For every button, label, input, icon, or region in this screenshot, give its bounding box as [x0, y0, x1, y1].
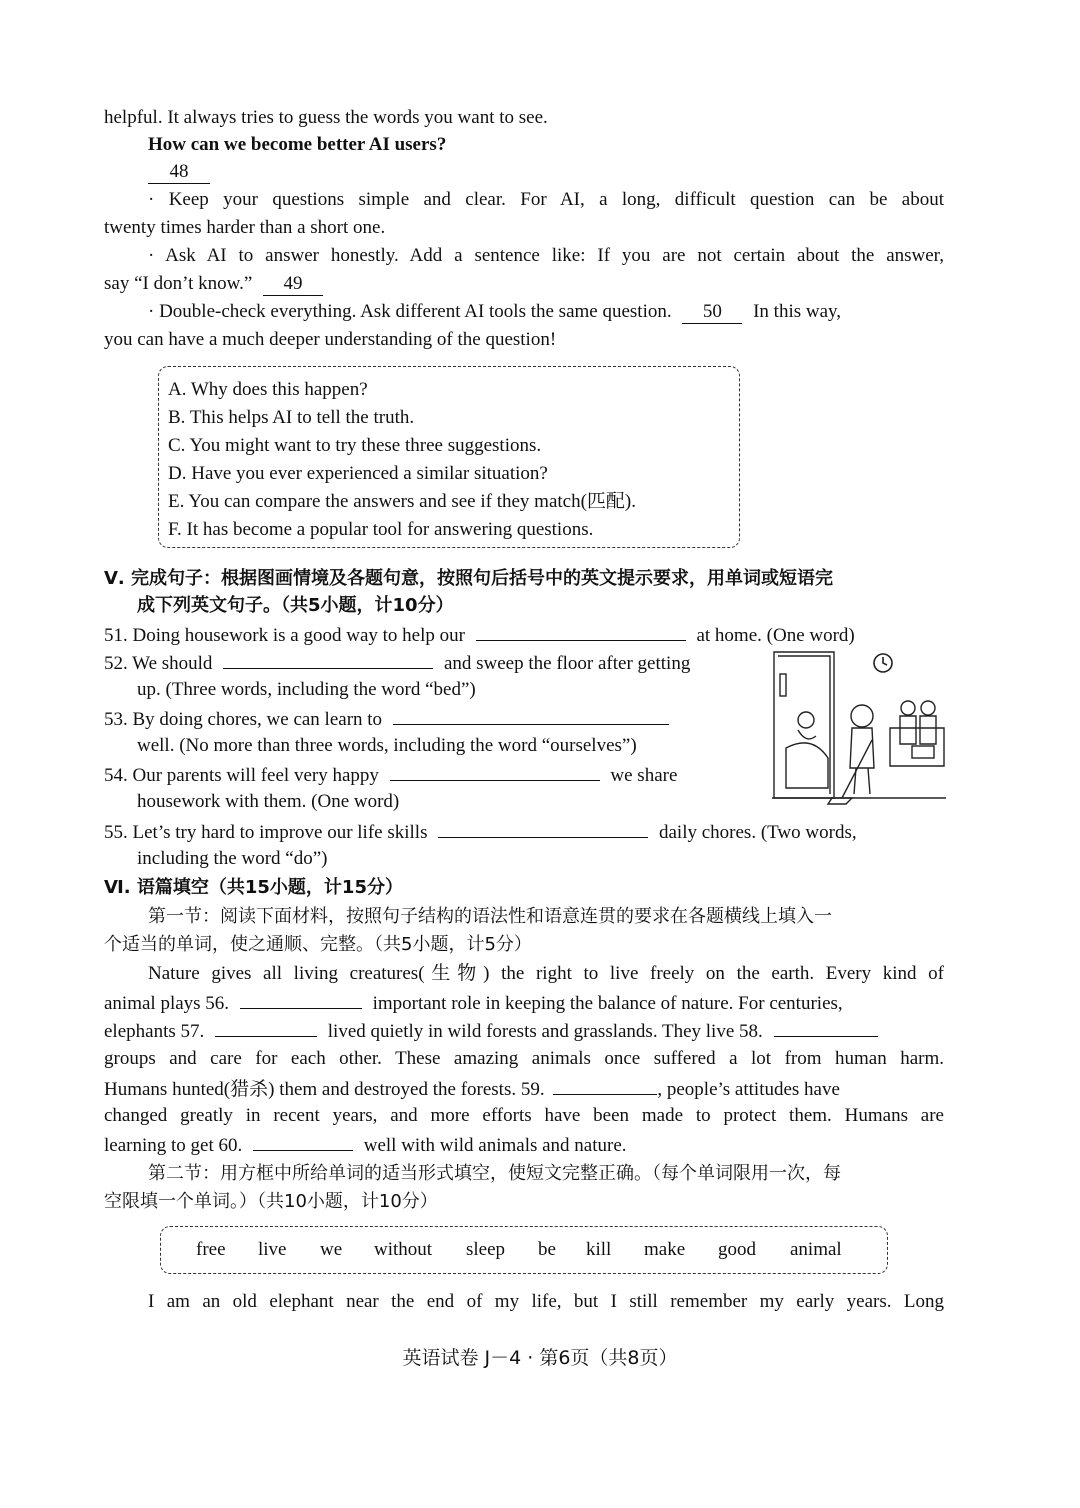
passage-line — [104, 1074, 944, 1104]
word-be: be — [538, 1239, 556, 1260]
housework-illustration — [772, 648, 946, 806]
option-c: C. You might want to try these three suggestions. — [168, 435, 542, 456]
passage-line: Nature gives all living creatures(生物) the right to live freely on the earth. Every kind of — [148, 963, 944, 984]
word-free: free — [196, 1239, 226, 1260]
word-animal: animal — [790, 1239, 842, 1260]
bullet-1-line: · Keep your questions simple and clear. For AI, a long, difficult question can be about — [148, 189, 944, 210]
passage-text: learning to get 60. — [104, 1135, 243, 1156]
passage-text: lived quietly in wild forests and grasslands. They live 58. — [327, 1021, 763, 1042]
section-5-title: Ⅴ. 完成句子：根据图画情境及各题句意，按照句后括号中的英文提示要求，用单词或短语完 — [104, 568, 834, 589]
word-we: we — [320, 1239, 343, 1260]
blank-50[interactable]: 50 — [682, 301, 742, 324]
passage-line: helpful. It always tries to guess the words you want to see. — [104, 107, 548, 128]
bullet-3-line — [148, 298, 944, 326]
option-b: B. This helps AI to tell the truth. — [168, 407, 415, 428]
passage-line — [104, 1016, 944, 1046]
option-f: F. It has become a popular tool for answering questions. — [168, 519, 594, 540]
bullet-2-line: · Ask AI to answer honestly. Add a sentence like: If you are not certain about the answer, — [148, 245, 944, 266]
passage-text: , people’s attitudes have — [657, 1079, 840, 1100]
question-text: 54. Our parents will feel very happy — [104, 765, 379, 786]
question-text: we share — [610, 765, 678, 786]
question-text: and sweep the floor after getting — [443, 653, 691, 674]
question-52-hint: up. (Three words, including the word “bed”) — [137, 679, 476, 700]
passage-text: important role in keeping the balance of nature. For centuries, — [372, 993, 843, 1014]
word-without: without — [374, 1239, 433, 1260]
answer-blank-52[interactable] — [223, 648, 433, 669]
bullet-2-line — [104, 270, 944, 298]
bullet-2-text: say “I don’t know.” — [104, 273, 253, 294]
passage-line: I am an old elephant near the end of my life, but I still remember my early years. Long — [148, 1291, 944, 1312]
blank-number: 48 — [148, 161, 210, 184]
blank-49[interactable]: 49 — [263, 273, 323, 296]
answer-blank-57[interactable] — [215, 1016, 317, 1037]
passage-line: groups and care for each other. These amazing animals once suffered a lot from human harm. — [104, 1048, 944, 1069]
part-1-instructions: 第一节：阅读下面材料，按照句子结构的语法性和语意连贯的要求在各题横线上填入一 — [148, 906, 832, 927]
bullet-1-line: twenty times harder than a short one. — [104, 217, 386, 238]
question-text: 52. We should — [104, 653, 213, 674]
part-1-instructions: 个适当的单词，使之通顺、完整。（共5小题，计5分） — [104, 934, 532, 955]
bullet-3-text: · Double-check everything. Ask different AI tools the same question. — [148, 301, 672, 322]
question-55-hint: including the word “do”) — [137, 848, 328, 869]
passage-text: Humans hunted(猎杀) them and destroyed the forests. 59. — [104, 1079, 545, 1100]
question-text: 53. By doing chores, we can learn to — [104, 709, 383, 730]
option-e: E. You can compare the answers and see if they match(匹配). — [168, 491, 636, 512]
question-text: 55. Let’s try hard to improve our life skills — [104, 822, 428, 843]
option-d: D. Have you ever experienced a similar situation? — [168, 463, 548, 484]
word-make: make — [644, 1239, 686, 1260]
question-55 — [104, 817, 944, 847]
option-a: A. Why does this happen? — [168, 379, 368, 400]
passage-text: elephants 57. — [104, 1021, 205, 1042]
answer-blank-60[interactable] — [253, 1130, 353, 1151]
passage-text: animal plays 56. — [104, 993, 230, 1014]
bullet-3-line: you can have a much deeper understanding of the question! — [104, 329, 557, 350]
section-6-title: Ⅵ. 语篇填空（共15小题，计15分） — [104, 877, 403, 898]
part-2-instructions: 第二节：用方框中所给单词的适当形式填空，使短文完整正确。（每个单词限用一次，每 — [148, 1163, 841, 1184]
passage-heading: How can we become better AI users? — [148, 134, 447, 155]
answer-blank-51[interactable] — [476, 620, 686, 641]
question-53 — [104, 704, 764, 734]
page-footer: 英语试卷 J－4 · 第6页（共8页） — [402, 1347, 678, 1369]
question-text: 51. Doing housework is a good way to help our — [104, 625, 465, 646]
question-hint: daily chores. (Two words, — [658, 822, 857, 843]
answer-blank-55[interactable] — [438, 817, 648, 838]
passage-line: changed greatly in recent years, and more efforts have been made to protect them. Humans are — [104, 1105, 944, 1126]
bullet-3-text: In this way, — [753, 301, 842, 322]
word-live: live — [258, 1239, 287, 1260]
question-52 — [104, 648, 764, 678]
part-2-instructions: 空限填一个单词。）（共10小题，计10分） — [104, 1191, 438, 1212]
answer-blank-56[interactable] — [240, 988, 362, 1009]
answer-blank-54[interactable] — [390, 760, 600, 781]
answer-blank-58[interactable] — [774, 1016, 878, 1037]
question-hint: at home. (One word) — [696, 625, 855, 646]
section-5-title: 成下列英文句子。（共5小题，计10分） — [137, 595, 454, 616]
word-kill: kill — [586, 1239, 612, 1260]
word-good: good — [718, 1239, 756, 1260]
question-54-hint: housework with them. (One word) — [137, 791, 400, 812]
answer-blank-53[interactable] — [393, 704, 669, 725]
question-53-hint: well. (No more than three words, including the word “ourselves”) — [137, 735, 637, 756]
question-51 — [104, 620, 944, 650]
passage-text: well with wild animals and nature. — [363, 1135, 627, 1156]
answer-blank-59[interactable] — [553, 1074, 657, 1095]
clock-icon — [872, 652, 894, 674]
word-sleep: sleep — [466, 1239, 506, 1260]
passage-line — [104, 988, 944, 1018]
passage-line — [104, 1130, 944, 1160]
question-54 — [104, 760, 764, 790]
blank-48[interactable] — [148, 158, 944, 186]
